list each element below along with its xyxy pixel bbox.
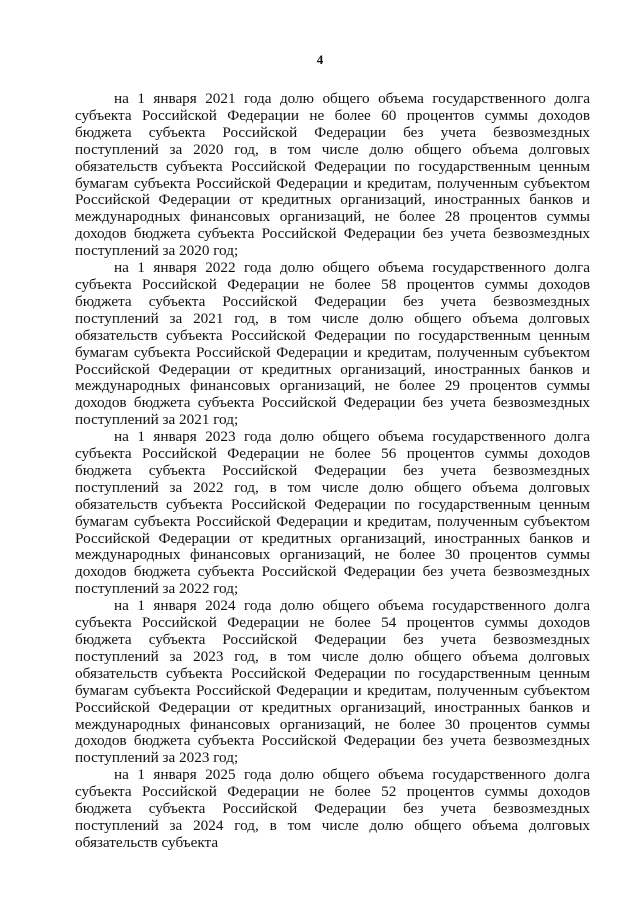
document-body	[75, 91, 590, 852]
paragraph-debt-limit-2025: на 1 января 2025 года долю общего объема государственного долга субъекта Российской Федерации не более 52 процентов суммы доходов бюджета субъекта Российской Федерации без учета безвозмездных поступлений за 2024 год, в том числе долю общего объема долговых обязательств субъекта	[75, 766, 590, 851]
paragraph-debt-limit-2023: на 1 января 2023 года долю общего объема государственного долга субъекта Российской Федерации не более 56 процентов суммы доходов бюджета субъекта Российской Федерации без учета безвозмездных поступлений за 2022 год, в том числе долю общего объема долговых обязательств субъекта Российской Федерации по государственным ценным бумагам субъекта Российской Федерации и кредитам, полученным субъектом Российской Федерации от кредитных организаций, иностранных банков и международных финансовых организаций, не более 30 процентов суммы доходов бюджета субъекта Российской Федерации без учета безвозмездных поступлений за 2022 год;	[75, 428, 590, 598]
paragraph-debt-limit-2021: на 1 января 2021 года долю общего объема государственного долга субъекта Российской Федерации не более 60 процентов суммы доходов бюджета субъекта Российской Федерации без учета безвозмездных поступлений за 2020 год, в том числе долю общего объема долговых обязательств субъекта Российской Федерации по государственным ценным бумагам субъекта Российской Федерации и кредитам, полученным субъектом Российской Федерации от кредитных организаций, иностранных банков и международных финансовых организаций, не более 28 процентов суммы доходов бюджета субъекта Российской Федерации без учета безвозмездных поступлений за 2020 год;	[75, 90, 590, 260]
paragraph-debt-limit-2024: на 1 января 2024 года долю общего объема государственного долга субъекта Российской Федерации не более 54 процентов суммы доходов бюджета субъекта Российской Федерации без учета безвозмездных поступлений за 2023 год, в том числе долю общего объема долговых обязательств субъекта Российской Федерации по государственным ценным бумагам субъекта Российской Федерации и кредитам, полученным субъектом Российской Федерации от кредитных организаций, иностранных банков и международных финансовых организаций, не более 30 процентов суммы доходов бюджета субъекта Российской Федерации без учета безвозмездных поступлений за 2023 год;	[75, 597, 590, 767]
paragraph-debt-limit-2022: на 1 января 2022 года долю общего объема государственного долга субъекта Российской Федерации не более 58 процентов суммы доходов бюджета субъекта Российской Федерации без учета безвозмездных поступлений за 2021 год, в том числе долю общего объема долговых обязательств субъекта Российской Федерации по государственным ценным бумагам субъекта Российской Федерации и кредитам, полученным субъектом Российской Федерации от кредитных организаций, иностранных банков и международных финансовых организаций, не более 29 процентов суммы доходов бюджета субъекта Российской Федерации без учета безвозмездных поступлений за 2021 год;	[75, 259, 590, 429]
page-number: 4	[316, 52, 324, 67]
